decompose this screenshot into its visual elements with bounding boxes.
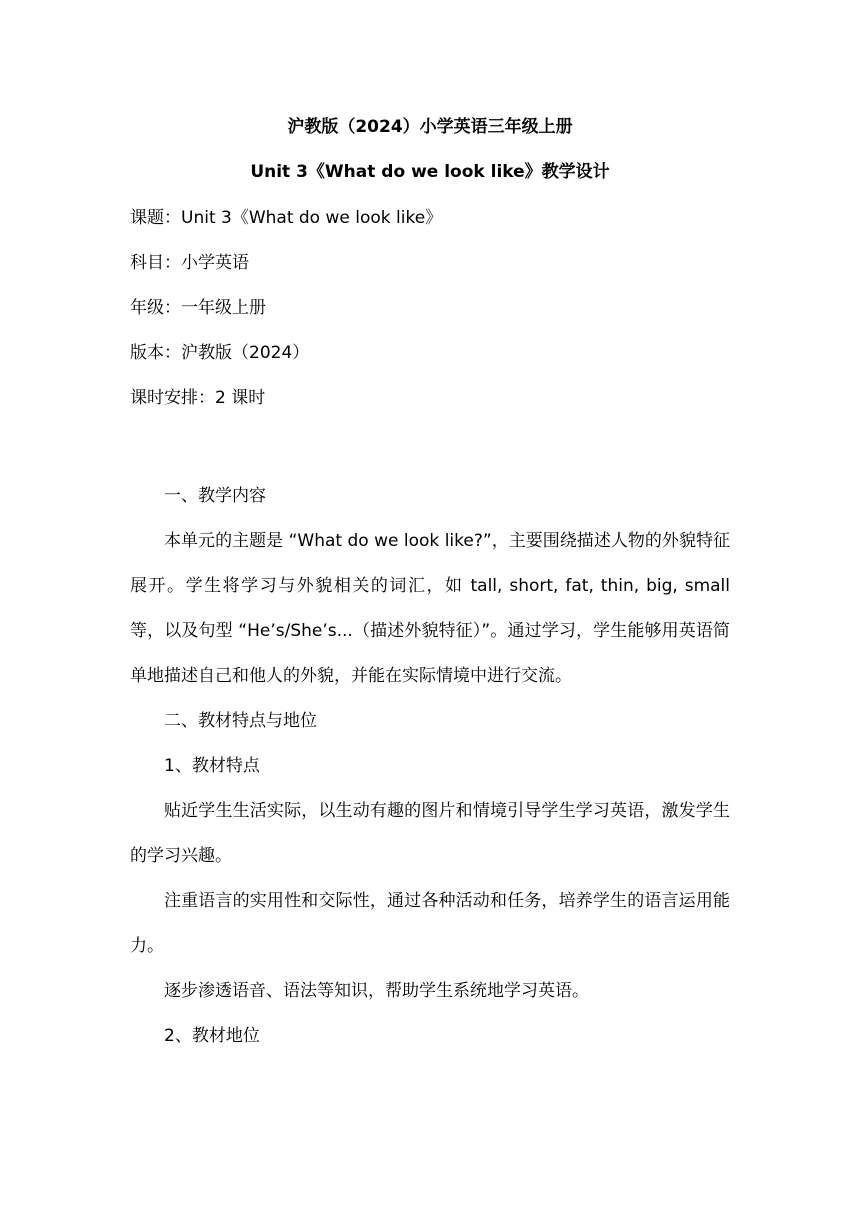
document-title: 沪教版（2024）小学英语三年级上册 [287,117,573,137]
meta-edition: 版本：沪教版（2024） [130,343,310,363]
meta-topic: 课题：Unit 3《What do we look like》 [130,208,443,228]
paragraph: 逐步渗透语音、语法等知识，帮助学生系统地学习英语。 [164,981,589,1001]
document-body [130,474,730,1059]
meta-schedule: 课时安排：2 课时 [130,388,266,408]
paragraph: 贴近学生生活实际，以生动有趣的图片和情境引导学生学习英语，激发学生的学习兴趣。 [130,801,730,866]
subsection-heading: 2、教材地位 [164,1026,260,1046]
paragraph: 注重语言的实用性和交际性，通过各种活动和任务，培养学生的语言运用能力。 [130,891,730,956]
meta-grade: 年级：一年级上册 [130,298,266,318]
paragraph: 本单元的主题是 “What do we look like?”，主要围绕描述人物的外貌特征展开。学生将学习与外貌相关的词汇，如 tall, short, fat, thin, big, small 等，以及句型 “He’s/She’s...（描述外貌特征）”。通过学习，学生能够用英语简单地描述自己和他人的外貌，并能在实际情境中进行交流。 [130,531,730,686]
subsection-heading: 1、教材特点 [164,756,260,776]
section-heading: 一、教学内容 [164,486,266,506]
document-subtitle: Unit 3《What do we look like》教学设计 [250,162,610,182]
section-heading: 二、教材特点与地位 [164,711,317,731]
meta-subject: 科目：小学英语 [130,253,249,273]
